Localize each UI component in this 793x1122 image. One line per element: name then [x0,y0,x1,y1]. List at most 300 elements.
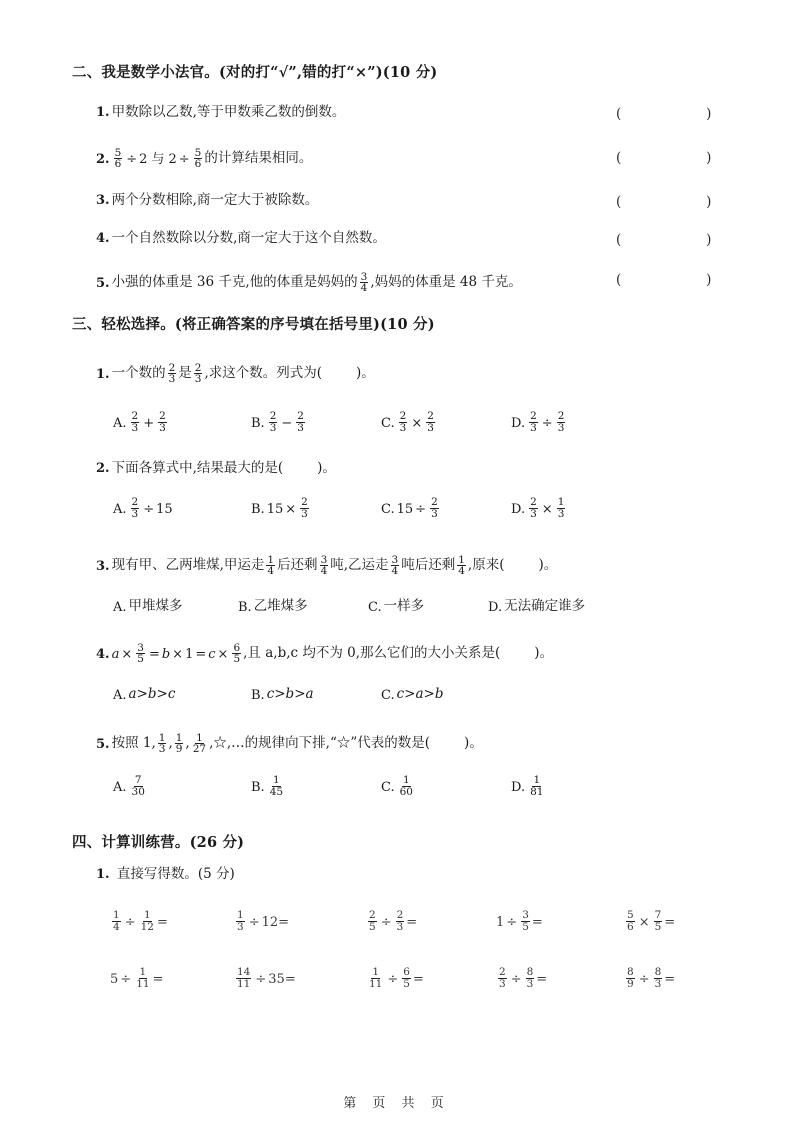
question-2-1 [96,106,345,120]
question-2-3 [96,194,318,208]
fraction-numerator: 2 [530,496,537,509]
stem-part: ,求这个数。列式为( [204,365,323,382]
fraction-numerator: 2 [194,361,202,374]
fraction [236,910,245,932]
answer-bracket-2-3[interactable]: ( ) [616,194,730,210]
fraction-denominator: 3 [557,508,565,520]
fraction-numerator: 8 [654,966,662,979]
question-3-1-stem [96,363,375,385]
fraction-denominator: 11 [136,978,150,990]
fraction-denominator: 4 [458,565,465,578]
equals-sign: = [664,914,676,930]
equals-sign: = [406,914,418,930]
question-text: 甲数除以乙数,等于甲数乘乙数的倒数。 [111,104,346,120]
fraction [391,555,400,577]
question-number: 2. [96,461,110,477]
fraction-denominator: 3 [526,978,534,990]
question-number: 1. [96,867,110,882]
answer-bracket-2-1[interactable]: ( ) [616,106,730,122]
fraction-denominator: 5 [137,653,144,666]
question-number: 3. [96,193,110,209]
operator: ÷ [380,914,392,930]
fraction-numerator: 1 [158,731,166,744]
fraction-denominator: 5 [369,921,376,933]
option-label: D. [488,599,503,615]
option-3-3-c[interactable] [368,592,424,622]
calc-item-1-3[interactable] [366,905,417,939]
fraction-numerator: 1 [139,966,147,979]
option-3-4-c[interactable] [381,680,444,710]
option-3-5-a[interactable] [113,772,148,802]
fraction-denominator: 3 [297,422,304,434]
variable-c: c [208,646,216,662]
fraction [402,967,411,989]
fraction-denominator: 11 [369,978,383,990]
fraction-denominator: 3 [557,422,565,434]
stem-part: )。 [538,557,558,574]
operator: ÷ [541,415,553,431]
subsection-4-1 [96,868,235,882]
fraction-numerator: 2 [399,410,407,423]
stem-part: )。 [356,365,375,382]
fraction [529,411,538,433]
fraction-numerator: 1 [237,909,244,922]
option-text: c>b>a [266,686,314,703]
question-number: 3. [96,558,110,574]
fraction-denominator: 4 [391,565,399,578]
fraction [626,967,635,989]
fraction-denominator: 6 [114,158,122,171]
operator-divide: ÷ [126,151,138,167]
fraction [498,967,507,989]
question-3-2-stem [96,462,336,476]
fraction-denominator: 3 [194,373,202,386]
option-3-5-d[interactable] [511,772,546,802]
fraction [136,643,145,665]
option-3-5-b[interactable] [251,772,286,802]
stem-part: ,☆,…的规律向下排,“☆”代表的数是( [209,735,431,752]
option-3-2-c[interactable] [381,494,441,524]
calc-item-1-5[interactable] [624,905,675,939]
fraction-denominator: 6 [627,921,634,933]
calc-item-2-2[interactable] [234,962,296,996]
operator: + [143,415,155,431]
fraction-numerator: 2 [168,361,176,374]
answer-bracket-2-2[interactable]: ( ) [616,150,730,166]
fraction-numerator: 1 [196,731,203,744]
option-3-5-c[interactable] [381,772,416,802]
answer-bracket-2-4[interactable]: ( ) [616,232,730,248]
fraction-denominator: 4 [320,565,328,578]
comma: , [185,735,190,752]
option-label: C. [368,599,382,615]
option-3-1-d[interactable] [511,408,567,438]
fraction-denominator: 45 [269,786,284,798]
operator: × [285,501,297,517]
section-heading-two: 二、我是数学小法官。(对的打“√”,错的打“×”)(10 分) [72,64,438,81]
answer-bracket-2-5[interactable]: ( ) [616,272,730,288]
section-heading-four: 四、计算训练营。(26 分) [72,834,245,851]
option-label: A. [113,415,127,431]
option-label: B. [251,779,265,795]
fraction-denominator: 3 [159,422,166,434]
fraction-denominator: 3 [427,422,434,434]
stem-part: 是 [178,365,192,382]
option-3-2-d[interactable] [511,494,567,524]
operator: ÷ [248,914,260,930]
fraction-numerator: 2 [131,410,139,423]
equals-sign: = [536,971,548,987]
fraction [192,733,207,755]
fraction [654,967,663,989]
fraction-denominator: 3 [530,508,537,520]
fraction-denominator: 4 [360,282,368,295]
stem-part: )。 [317,460,336,476]
fraction [320,555,329,577]
fraction-denominator: 3 [269,422,277,434]
page-footer: 第 页 共 页 [343,1096,450,1111]
fraction-denominator: 3 [237,921,244,933]
question-number: 4. [96,646,110,662]
option-3-1-a[interactable] [113,408,169,438]
stem-part: 按照 1, [111,735,156,752]
subsection-text: 直接写得数。(5 分) [116,866,235,882]
fraction-numerator: 1 [273,774,280,787]
fraction [232,643,241,665]
fraction [529,775,544,797]
option-text: 一样多 [383,598,425,615]
fraction [521,910,530,932]
fraction-denominator: 3 [301,508,308,520]
stem-part: 后还剩 [277,557,318,574]
question-3-4-stem [96,643,553,665]
fraction [269,775,284,797]
operator: × [121,646,133,662]
fraction [131,411,140,433]
option-3-3-d[interactable] [488,592,585,622]
calc-row-2 [96,962,756,996]
fraction-denominator: 9 [627,978,634,990]
fraction [426,411,435,433]
fraction-numerator: 2 [269,410,277,423]
conjunction: 与 [151,151,165,167]
fraction-denominator: 5 [403,978,410,990]
operand: 35 [268,971,285,987]
fraction-numerator: 3 [137,641,144,654]
fraction-numerator: 2 [427,410,434,423]
fraction-denominator: 3 [499,978,506,990]
equals-sign: = [152,971,164,987]
fraction-numerator: 1 [372,966,380,979]
stem-part: )。 [534,645,554,662]
option-3-2-b[interactable] [251,494,311,524]
calc-item-1-1[interactable] [110,905,168,939]
fraction-numerator: 5 [114,146,122,159]
operand: 1 [185,646,194,662]
calc-item-2-3[interactable] [366,962,424,996]
equals-sign: = [278,914,290,930]
fraction-numerator: 6 [403,966,410,979]
operand: 15 [266,501,284,517]
question-number: 2. [96,151,110,167]
fraction-numerator: 5 [194,146,202,159]
fraction-denominator: 3 [396,921,404,933]
option-label: C. [381,415,395,431]
operator: × [217,646,229,662]
fraction-numerator: 2 [131,496,139,509]
option-text: 乙堆煤多 [253,598,308,615]
option-label: D. [511,779,526,795]
fraction-numerator: 6 [233,641,241,654]
comma: , [168,735,173,752]
operand: 1 [496,914,505,930]
fraction [236,967,251,989]
fraction [526,967,535,989]
calc-item-2-5[interactable] [624,962,675,996]
calc-row-1 [96,905,756,939]
fraction [654,910,663,932]
fraction-numerator: 2 [431,496,438,509]
fraction-denominator: 3 [168,373,176,386]
option-3-3-a[interactable] [113,592,183,622]
fraction-denominator: 12 [140,921,154,933]
variable-a: a [111,646,120,662]
fraction [399,775,414,797]
operator: ÷ [510,971,522,987]
fraction [626,910,635,932]
fraction [158,733,167,755]
fraction-denominator: 81 [530,786,544,798]
fraction-numerator: 2 [297,410,304,423]
operator: × [541,501,553,517]
equals-sign: = [195,646,207,662]
stem-part: 现有甲、乙两堆煤,甲运走 [111,557,265,574]
fraction-numerator: 1 [557,496,565,509]
calc-item-2-1[interactable] [110,962,163,996]
fraction-numerator: 1 [402,774,410,787]
fraction-numerator: 8 [526,966,534,979]
option-text: a>b>c [128,686,176,703]
operand: 5 [110,971,119,987]
question-text-head: 小强的体重是 36 千克,他的体重是妈妈的 [111,274,358,291]
operand: 12 [261,914,279,930]
fraction-denominator: 9 [175,743,183,756]
fraction-denominator: 27 [192,743,207,756]
fraction-numerator: 5 [627,909,634,922]
option-3-4-b[interactable] [251,680,314,710]
question-number: 5. [96,275,110,291]
operator: − [281,415,293,431]
stem-part: )。 [464,735,483,752]
fraction-numerator: 2 [301,496,308,509]
fraction-numerator: 2 [557,410,565,423]
option-label: A. [113,599,127,615]
fraction [194,148,203,170]
question-3-5-stem [96,733,483,755]
fraction [360,272,369,294]
fraction-numerator: 2 [396,909,404,922]
operator: ÷ [387,971,399,987]
fraction [557,411,566,433]
fraction [296,411,305,433]
option-label: A. [113,779,127,795]
stem-part: 吨,乙运走 [330,557,389,574]
question-text: 两个分数相除,商一定大于被除数。 [111,192,319,208]
question-2-2 [96,148,312,170]
fraction-numerator: 1 [175,731,183,744]
fraction [175,733,184,755]
fraction-numerator: 2 [159,410,166,423]
fraction-numerator: 2 [369,909,376,922]
fraction-denominator: 3 [530,422,537,434]
fraction-numerator: 7 [654,909,662,922]
fraction [300,497,309,519]
option-label: A. [113,687,127,703]
option-text: c>a>b [396,686,444,703]
fraction [112,910,121,932]
fraction [457,555,466,577]
fraction-numerator: 3 [522,909,529,922]
fraction-numerator: 3 [360,270,368,283]
fraction-numerator: 1 [267,553,275,566]
fraction [135,967,150,989]
operand: 2 [139,151,148,167]
equals-sign: = [156,914,168,930]
calc-item-1-2[interactable] [234,905,289,939]
stem-part: ,原来( [467,557,505,574]
question-number: 1. [96,105,110,121]
question-text: 一个自然数除以分数,商一定大于这个自然数。 [111,230,386,246]
fraction-numerator: 14 [237,966,251,979]
variable-b: b [161,646,171,662]
option-text: 甲堆煤多 [128,598,183,615]
option-label: C. [381,779,395,795]
fraction [131,775,146,797]
fraction [399,411,408,433]
fraction-numerator: 3 [320,553,328,566]
equals-sign: = [531,914,543,930]
fraction-denominator: 5 [654,921,662,933]
fraction [557,497,566,519]
fraction-denominator: 3 [399,422,407,434]
fraction-denominator: 4 [267,565,275,578]
fraction-numerator: 7 [134,774,142,787]
question-text-tail: 的计算结果相同。 [204,150,313,167]
fraction-numerator: 1 [458,553,465,566]
operator: × [638,914,650,930]
fraction [430,497,439,519]
option-label: D. [511,501,526,517]
fraction-numerator: 1 [143,909,151,922]
fraction [368,967,383,989]
fraction-denominator: 11 [237,978,251,990]
option-3-1-c[interactable] [381,408,437,438]
fraction-numerator: 8 [627,966,634,979]
equals-sign: = [664,971,676,987]
fraction-denominator: 5 [233,653,241,666]
fraction-denominator: 4 [113,921,120,933]
question-text-tail: ,妈妈的体重是 48 千克。 [370,274,522,291]
operator: ÷ [255,971,267,987]
question-2-4 [96,232,386,246]
question-2-5 [96,272,522,294]
fraction-numerator: 2 [530,410,537,423]
option-label: C. [381,687,395,703]
operator: ÷ [415,501,427,517]
option-label: B. [251,687,265,703]
question-number: 1. [96,366,110,382]
operator: ÷ [638,971,650,987]
option-3-4-a[interactable] [113,680,175,710]
option-label: D. [511,415,526,431]
section-heading-three: 三、轻松选择。(将正确答案的序号填在括号里)(10 分) [72,316,435,333]
fraction [368,910,377,932]
option-3-3-b[interactable] [238,592,308,622]
question-number: 4. [96,231,110,247]
operator: ÷ [143,501,155,517]
fraction [158,411,167,433]
question-number: 5. [96,736,110,752]
fraction-denominator: 30 [131,786,145,798]
fraction [269,411,278,433]
equals-sign: = [284,971,296,987]
fraction-denominator: 3 [654,978,662,990]
fraction-numerator: 3 [391,553,399,566]
fraction [266,555,275,577]
fraction [194,363,203,385]
fraction-numerator: 2 [499,966,506,979]
operator: ÷ [506,914,518,930]
fraction-denominator: 3 [158,743,166,756]
fraction [396,910,405,932]
option-label: B. [251,501,265,517]
fraction-denominator: 3 [431,508,438,520]
option-text: 无法确定谁多 [504,598,586,615]
fraction-denominator: 60 [399,786,413,798]
operator: ÷ [124,914,136,930]
option-3-1-b[interactable] [251,408,307,438]
operand: 2 [168,151,177,167]
fraction-numerator: 1 [113,909,120,922]
operator: × [411,415,423,431]
fraction-denominator: 3 [131,422,139,434]
stem-part: ,且 a,b,c 均不为 0,那么它们的大小关系是( [243,645,501,662]
fraction-denominator: 3 [131,508,139,520]
option-label: B. [238,599,252,615]
calc-item-2-4[interactable] [496,962,547,996]
operator: ÷ [120,971,132,987]
fraction [140,910,155,932]
option-label: C. [381,501,395,517]
fraction [529,497,538,519]
fraction-numerator: 1 [533,774,541,787]
option-label: A. [113,501,127,517]
fraction [114,148,123,170]
option-3-2-a[interactable] [113,494,173,524]
fraction-denominator: 6 [194,158,202,171]
stem-part: 吨后还剩 [401,557,456,574]
question-3-3-stem [96,555,557,577]
operator-divide: ÷ [178,151,190,167]
option-label: B. [251,415,265,431]
calc-item-1-4[interactable] [496,905,543,939]
stem-part: 下面各算式中,结果最大的是( [111,460,284,476]
fraction-denominator: 5 [522,921,529,933]
fraction [131,497,140,519]
operand: 15 [396,501,414,517]
equals-sign: = [412,971,424,987]
operator: × [172,646,184,662]
